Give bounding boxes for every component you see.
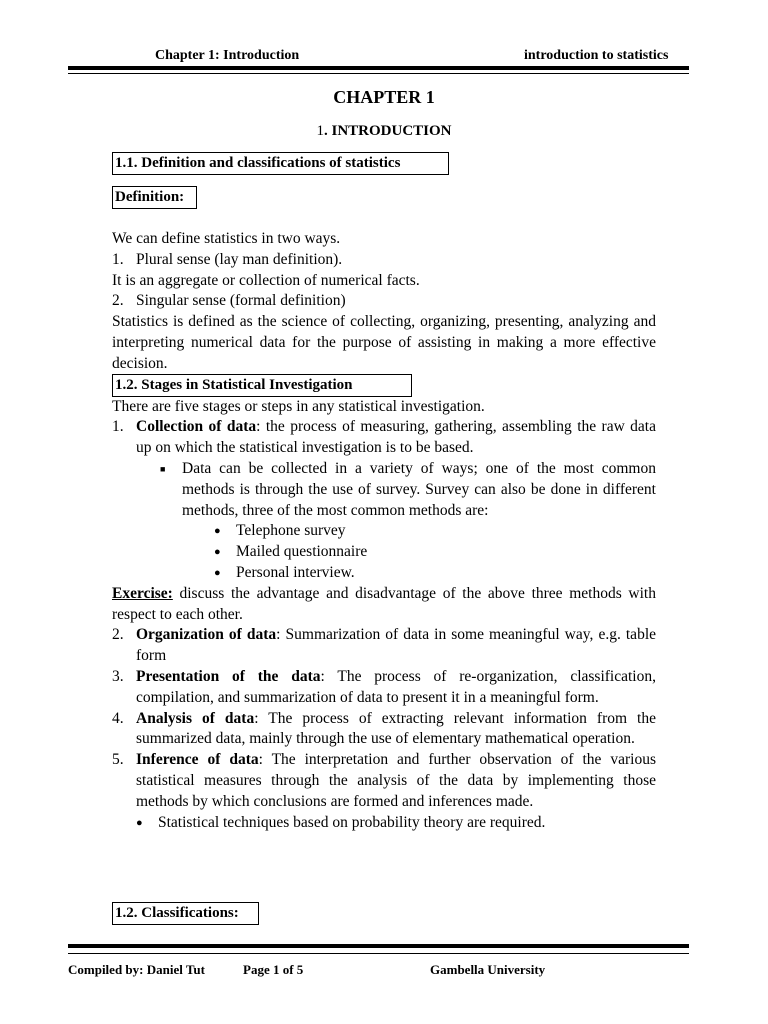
item-text: Singular sense (formal definition): [136, 292, 346, 310]
bullet-icon: ●: [136, 816, 143, 829]
footer-page-number: Page 1 of 5: [243, 962, 304, 977]
stage-description: : Summarization of data in some meaningful way, e.g. table form: [136, 626, 657, 665]
stage-item-4: [112, 709, 656, 751]
definition-item-2: [112, 291, 656, 312]
stage-item-3: [112, 667, 656, 709]
stage-item-2: [112, 625, 656, 667]
item-number: 5.: [112, 751, 124, 769]
survey-methods-list: [214, 521, 656, 583]
stage-description: : The process of extracting relevant information from the summarized data, mainly through the use of elementary mathematical operation.: [136, 709, 656, 748]
stage-term: Collection of data: [136, 418, 257, 436]
bullet-icon: ●: [214, 566, 221, 579]
stage-term: Organization of data: [136, 626, 277, 644]
list-item: [214, 521, 656, 542]
exercise: [112, 584, 656, 626]
header-left: Chapter 1: Introduction: [155, 48, 300, 63]
item-number: 3.: [112, 667, 124, 685]
exercise-text: discuss the advantage and disadvantage of the above three methods with respect to each other.: [112, 584, 656, 623]
item-number: 2.: [112, 292, 124, 310]
definition-heading: Definition:: [112, 186, 197, 209]
collection-note-text: Data can be collected in a variety of ways; one of the most common methods is through the use of survey. Survey can also be done in different methods, three of the most common methods are:: [182, 459, 656, 519]
bullet-icon: ●: [214, 546, 221, 559]
stage-description: : The process of re-organization, classification, compilation, and summarization of data to present it in a meaningful form.: [136, 667, 656, 706]
section-heading-1-1: 1.1. Definition and classifications of statistics: [112, 152, 449, 175]
footer-rule-thick: [68, 944, 689, 948]
item-number: 4.: [112, 709, 124, 727]
definition-item-1: [112, 250, 656, 271]
list-item: [214, 563, 656, 584]
stage-term: Presentation of the data: [136, 667, 321, 685]
exercise-label: Exercise:: [112, 584, 173, 602]
footer-university: Gambella University: [430, 962, 546, 977]
section-heading-1-2: 1.2. Stages in Statistical Investigation: [112, 374, 412, 397]
stage-term: Analysis of data: [136, 709, 255, 727]
definition-intro: We can define statistics in two ways.: [112, 230, 341, 247]
header-rule-thick: [68, 66, 689, 70]
survey-method: Personal interview.: [236, 563, 355, 581]
header-rule-thin: [68, 73, 689, 74]
intro-text: . INTRODUCTION: [323, 123, 452, 139]
list-item: [214, 542, 656, 563]
stages-intro: There are five stages or steps in any statistical investigation.: [112, 397, 485, 415]
collection-note: [160, 459, 656, 521]
bullet-icon: ●: [214, 525, 221, 538]
square-bullet-icon: ■: [160, 463, 166, 474]
list-item: [136, 813, 656, 834]
survey-method: Telephone survey: [236, 522, 346, 540]
intro-heading: [0, 122, 768, 141]
definition-item-2-detail: Statistics is defined as the science of collecting, organizing, presenting, analyzing and interpreting numerical data for the purpose of assisting in making a more effective decision.: [112, 313, 656, 372]
intro-number: 1: [316, 123, 324, 139]
item-number: 2.: [112, 626, 124, 644]
stage-description: : the process of measuring, gathering, assembling the raw data up on which the statistical investigation is to be based.: [136, 418, 656, 457]
header-right: introduction to statistics: [524, 48, 669, 63]
stage-item-1: [112, 417, 656, 459]
stage-description: : The interpretation and further observation of the various statistical measures through the analysis of the data by implementing those methods by which conclusions are formed and inferences made.: [136, 751, 656, 810]
stage-term: Inference of data: [136, 751, 259, 769]
stage-item-5: [112, 750, 656, 812]
item-number: 1.: [112, 250, 124, 268]
chapter-title: CHAPTER 1: [333, 87, 435, 107]
item-number: 1.: [112, 418, 124, 436]
final-bullet-text: Statistical techniques based on probability theory are required.: [158, 813, 546, 831]
main-content: [112, 229, 656, 833]
section-heading-classifications: 1.2. Classifications:: [112, 902, 259, 925]
item-text: Plural sense (lay man definition).: [136, 250, 343, 268]
final-bullet-list: [136, 813, 656, 834]
definition-item-1-detail: It is an aggregate or collection of numerical facts.: [112, 271, 420, 289]
survey-method: Mailed questionnaire: [236, 543, 368, 561]
footer-compiled-by: Compiled by: Daniel Tut: [68, 962, 205, 977]
footer-rule-thin: [68, 953, 689, 954]
